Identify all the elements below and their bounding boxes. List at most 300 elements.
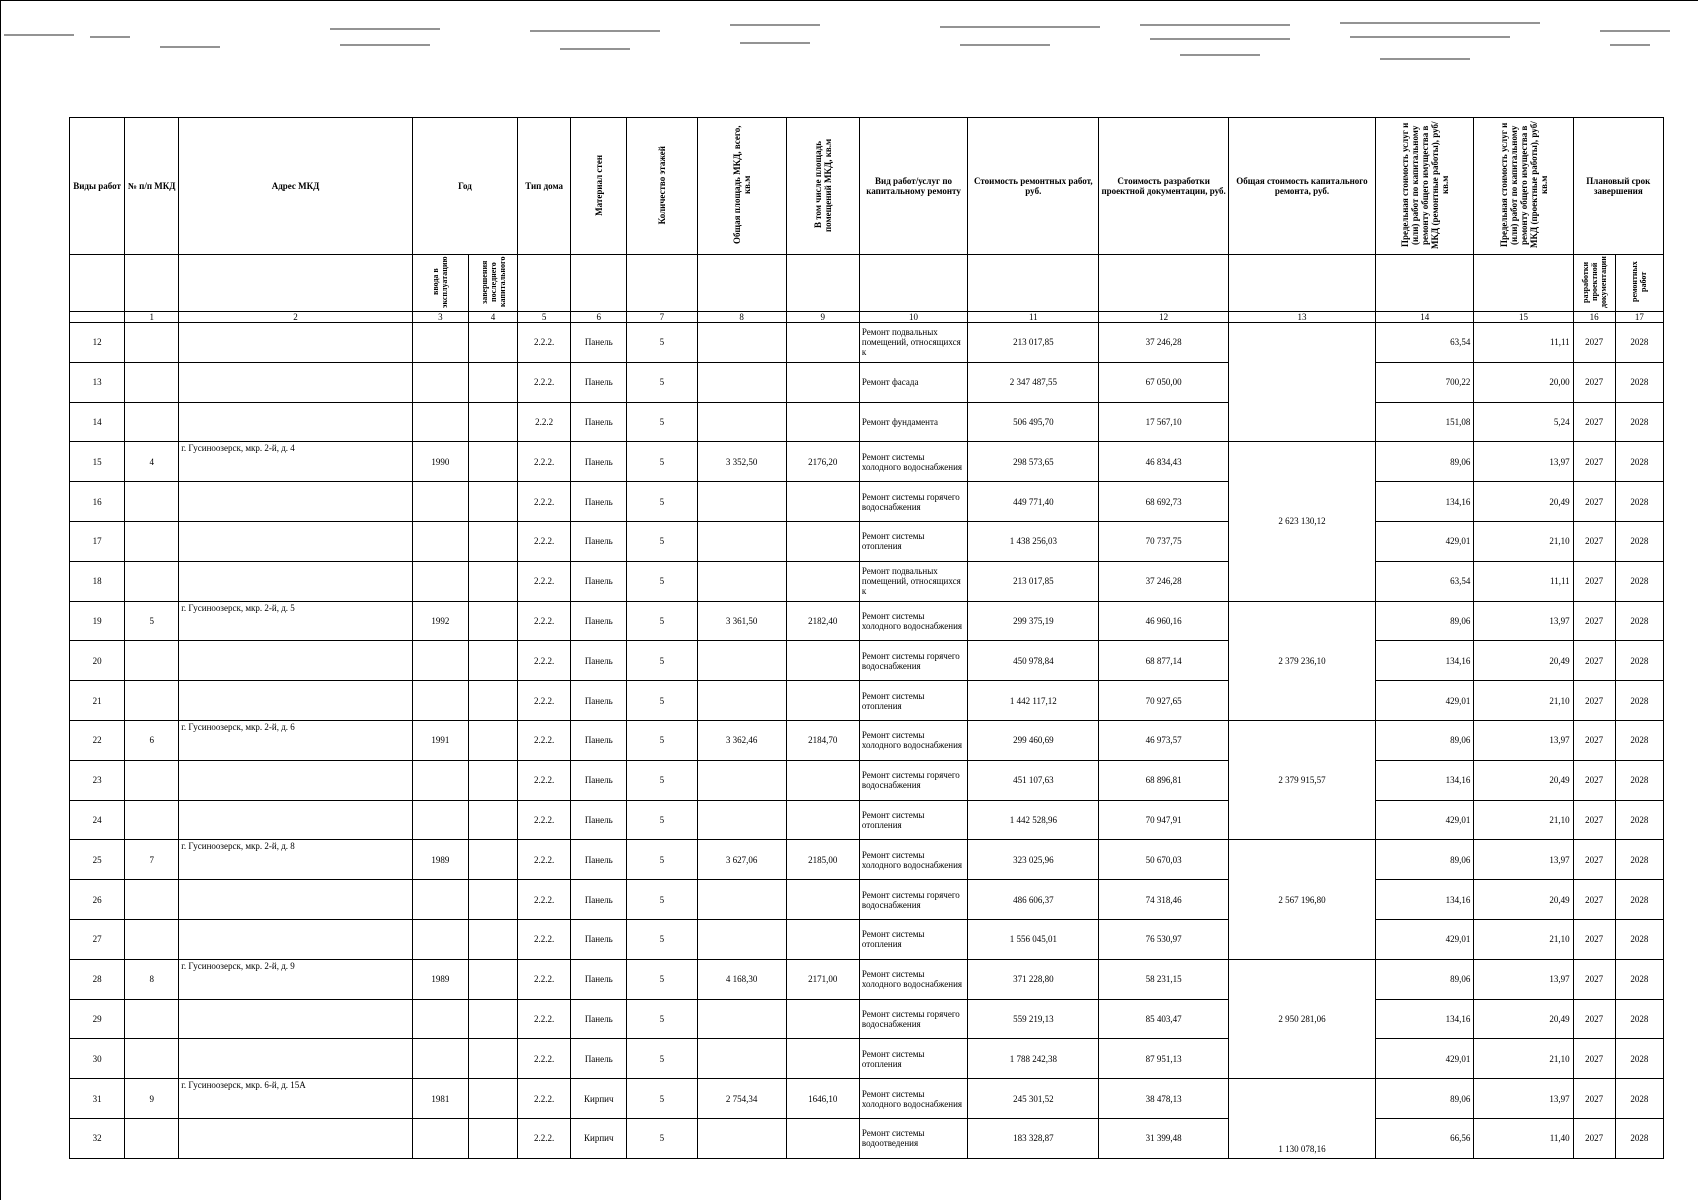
cell-repair-cost: 559 219,13 bbox=[968, 999, 1099, 1039]
cell-planned-works-year: 2028 bbox=[1615, 919, 1663, 959]
cell-floors: 5 bbox=[627, 601, 697, 641]
cell-year-last-repair bbox=[468, 402, 517, 442]
cell-address bbox=[179, 521, 413, 561]
cell-planned-design-year: 2027 bbox=[1573, 840, 1615, 880]
cell-limit-cost-works: 429,01 bbox=[1376, 681, 1474, 721]
cell-row-number: 19 bbox=[70, 601, 125, 641]
cell-work-kind: Ремонт системы холодного водоснабжения bbox=[859, 442, 967, 482]
cell-premises-area bbox=[786, 521, 859, 561]
cell-total-area: 3 627,06 bbox=[697, 840, 786, 880]
cell-planned-works-year: 2028 bbox=[1615, 323, 1663, 363]
cell-year-commissioning bbox=[412, 760, 468, 800]
cell-limit-cost-works: 134,16 bbox=[1376, 482, 1474, 522]
cell-address bbox=[179, 760, 413, 800]
cell-total-area: 3 362,46 bbox=[697, 720, 786, 760]
cell-year-last-repair bbox=[468, 1118, 517, 1158]
cell-design-cost: 85 403,47 bbox=[1099, 999, 1228, 1039]
cell-repair-cost: 213 017,85 bbox=[968, 323, 1099, 363]
cell-work-kind: Ремонт системы холодного водоснабжения bbox=[859, 720, 967, 760]
cell-row-number: 28 bbox=[70, 959, 125, 999]
cell-planned-design-year: 2027 bbox=[1573, 1079, 1615, 1119]
table-row bbox=[70, 681, 1664, 721]
cell-limit-cost-works: 89,06 bbox=[1376, 840, 1474, 880]
cell-limit-cost-works: 134,16 bbox=[1376, 880, 1474, 920]
cell-limit-cost-works: 89,06 bbox=[1376, 720, 1474, 760]
cell-design-cost: 70 737,75 bbox=[1099, 521, 1228, 561]
cell-mkd-number bbox=[125, 999, 179, 1039]
cell-mkd-number bbox=[125, 402, 179, 442]
cell-planned-works-year: 2028 bbox=[1615, 641, 1663, 681]
cell-floors: 5 bbox=[627, 1039, 697, 1079]
cell-year-commissioning: 1992 bbox=[412, 601, 468, 641]
header-planned-works: ремонтных работ bbox=[1615, 255, 1663, 312]
cell-repair-cost: 1 442 117,12 bbox=[968, 681, 1099, 721]
cell-repair-cost: 449 771,40 bbox=[968, 482, 1099, 522]
cell-total-cost: 1 130 078,16 bbox=[1228, 1079, 1375, 1159]
cell-total-cost: 2 379 915,57 bbox=[1228, 720, 1375, 839]
cell-row-number: 27 bbox=[70, 919, 125, 959]
cell-year-commissioning bbox=[412, 482, 468, 522]
cell-house-type: 2.2.2. bbox=[518, 800, 571, 840]
cell-design-cost: 50 670,03 bbox=[1099, 840, 1228, 880]
cell-limit-cost-design: 21,10 bbox=[1474, 521, 1573, 561]
cell-limit-cost-design: 21,10 bbox=[1474, 1039, 1573, 1079]
table-row bbox=[70, 999, 1664, 1039]
cell-total-area bbox=[697, 402, 786, 442]
cell-address: г. Гусиноозерск, мкр. 2-й, д. 5 bbox=[179, 601, 413, 641]
cell-limit-cost-design: 13,97 bbox=[1474, 720, 1573, 760]
cell-year-last-repair bbox=[468, 919, 517, 959]
cell-wall-material: Панель bbox=[571, 641, 627, 681]
cell-design-cost: 70 947,91 bbox=[1099, 800, 1228, 840]
cell-wall-material: Панель bbox=[571, 720, 627, 760]
cell-year-last-repair bbox=[468, 999, 517, 1039]
cell-work-kind: Ремонт подвальных помещений, относящихся к bbox=[859, 561, 967, 601]
cell-wall-material: Панель bbox=[571, 959, 627, 999]
cell-year-commissioning: 1990 bbox=[412, 442, 468, 482]
cell-mkd-number: 4 bbox=[125, 442, 179, 482]
table-row bbox=[70, 959, 1664, 999]
cell-work-kind: Ремонт системы холодного водоснабжения bbox=[859, 1079, 967, 1119]
cell-design-cost: 67 050,00 bbox=[1099, 362, 1228, 402]
cell-design-cost: 37 246,28 bbox=[1099, 561, 1228, 601]
cell-total-area bbox=[697, 521, 786, 561]
table-row bbox=[70, 840, 1664, 880]
cell-work-kind: Ремонт фасада bbox=[859, 362, 967, 402]
cell-house-type: 2.2.2. bbox=[518, 760, 571, 800]
cell-address bbox=[179, 919, 413, 959]
cell-work-kind: Ремонт системы водоотведения bbox=[859, 1118, 967, 1158]
cell-house-type: 2.2.2. bbox=[518, 720, 571, 760]
cell-design-cost: 38 478,13 bbox=[1099, 1079, 1228, 1119]
cell-year-last-repair bbox=[468, 720, 517, 760]
cell-limit-cost-works: 63,54 bbox=[1376, 561, 1474, 601]
cell-year-commissioning: 1981 bbox=[412, 1079, 468, 1119]
table-row bbox=[70, 1079, 1664, 1119]
cell-design-cost: 76 530,97 bbox=[1099, 919, 1228, 959]
cell-mkd-number bbox=[125, 919, 179, 959]
cell-premises-area bbox=[786, 760, 859, 800]
cell-planned-design-year: 2027 bbox=[1573, 1118, 1615, 1158]
cell-premises-area bbox=[786, 681, 859, 721]
cell-premises-area bbox=[786, 323, 859, 363]
header-limit-cost-works: Предельная стоимость услуг и (или) работ по капитальному ремонту общего имущества в МКД (ремонтные работы), руб/кв.м bbox=[1376, 118, 1474, 255]
cell-planned-design-year: 2027 bbox=[1573, 1039, 1615, 1079]
table-row bbox=[70, 760, 1664, 800]
cell-planned-works-year: 2028 bbox=[1615, 760, 1663, 800]
cell-mkd-number: 6 bbox=[125, 720, 179, 760]
cell-year-commissioning: 1989 bbox=[412, 840, 468, 880]
cell-wall-material: Панель bbox=[571, 362, 627, 402]
cell-total-cost: 2 623 130,12 bbox=[1228, 442, 1375, 601]
cell-work-kind: Ремонт системы отопления bbox=[859, 1039, 967, 1079]
cell-wall-material: Панель bbox=[571, 760, 627, 800]
cell-total-area bbox=[697, 999, 786, 1039]
cell-row-number: 31 bbox=[70, 1079, 125, 1119]
cell-year-commissioning bbox=[412, 521, 468, 561]
cell-total-cost: 2 950 281,06 bbox=[1228, 959, 1375, 1078]
cell-planned-design-year: 2027 bbox=[1573, 800, 1615, 840]
cell-planned-design-year: 2027 bbox=[1573, 760, 1615, 800]
cell-row-number: 24 bbox=[70, 800, 125, 840]
cell-floors: 5 bbox=[627, 521, 697, 561]
cell-design-cost: 46 973,57 bbox=[1099, 720, 1228, 760]
cell-address bbox=[179, 1118, 413, 1158]
cell-limit-cost-works: 89,06 bbox=[1376, 959, 1474, 999]
cell-floors: 5 bbox=[627, 1079, 697, 1119]
table-row bbox=[70, 521, 1664, 561]
cell-limit-cost-works: 429,01 bbox=[1376, 919, 1474, 959]
cell-year-last-repair bbox=[468, 362, 517, 402]
cell-limit-cost-design: 21,10 bbox=[1474, 800, 1573, 840]
cell-repair-cost: 506 495,70 bbox=[968, 402, 1099, 442]
cell-total-cost: 2 379 236,10 bbox=[1228, 601, 1375, 720]
cell-floors: 5 bbox=[627, 641, 697, 681]
cell-house-type: 2.2.2. bbox=[518, 442, 571, 482]
cell-house-type: 2.2.2 bbox=[518, 402, 571, 442]
cell-premises-area bbox=[786, 919, 859, 959]
cell-floors: 5 bbox=[627, 1118, 697, 1158]
cell-year-last-repair bbox=[468, 840, 517, 880]
table-body bbox=[70, 323, 1664, 1159]
cell-row-number: 30 bbox=[70, 1039, 125, 1079]
cell-year-commissioning bbox=[412, 323, 468, 363]
cell-planned-works-year: 2028 bbox=[1615, 1079, 1663, 1119]
header-address: Адрес МКД bbox=[179, 118, 413, 255]
table-row bbox=[70, 362, 1664, 402]
table-row bbox=[70, 402, 1664, 442]
cell-house-type: 2.2.2. bbox=[518, 521, 571, 561]
cell-address bbox=[179, 323, 413, 363]
cell-year-last-repair bbox=[468, 681, 517, 721]
cell-year-commissioning bbox=[412, 1039, 468, 1079]
table-row bbox=[70, 800, 1664, 840]
cell-premises-area: 1646,10 bbox=[786, 1079, 859, 1119]
cell-limit-cost-works: 151,08 bbox=[1376, 402, 1474, 442]
cell-limit-cost-design: 13,97 bbox=[1474, 442, 1573, 482]
cell-planned-works-year: 2028 bbox=[1615, 1039, 1663, 1079]
table-row bbox=[70, 601, 1664, 641]
cell-limit-cost-works: 63,54 bbox=[1376, 323, 1474, 363]
cell-limit-cost-works: 89,06 bbox=[1376, 442, 1474, 482]
cell-limit-cost-design: 20,00 bbox=[1474, 362, 1573, 402]
header-planned-term: Плановый срок завершения bbox=[1573, 118, 1663, 255]
cell-planned-design-year: 2027 bbox=[1573, 999, 1615, 1039]
cell-floors: 5 bbox=[627, 880, 697, 920]
cell-premises-area: 2171,00 bbox=[786, 959, 859, 999]
cell-premises-area: 2182,40 bbox=[786, 601, 859, 641]
cell-work-kind: Ремонт системы горячего водоснабжения bbox=[859, 482, 967, 522]
cell-design-cost: 17 567,10 bbox=[1099, 402, 1228, 442]
cell-mkd-number bbox=[125, 323, 179, 363]
cell-work-kind: Ремонт системы холодного водоснабжения bbox=[859, 840, 967, 880]
cell-year-last-repair bbox=[468, 1039, 517, 1079]
cell-year-last-repair bbox=[468, 760, 517, 800]
cell-premises-area bbox=[786, 641, 859, 681]
cell-planned-works-year: 2028 bbox=[1615, 521, 1663, 561]
cell-mkd-number bbox=[125, 760, 179, 800]
cell-address: г. Гусиноозерск, мкр. 2-й, д. 9 bbox=[179, 959, 413, 999]
cell-mkd-number bbox=[125, 1118, 179, 1158]
cell-work-kind: Ремонт системы холодного водоснабжения bbox=[859, 601, 967, 641]
cell-work-kind: Ремонт системы отопления bbox=[859, 521, 967, 561]
cell-work-kind: Ремонт системы отопления bbox=[859, 800, 967, 840]
cell-planned-design-year: 2027 bbox=[1573, 362, 1615, 402]
cell-house-type: 2.2.2. bbox=[518, 362, 571, 402]
cell-address bbox=[179, 1039, 413, 1079]
cell-limit-cost-design: 21,10 bbox=[1474, 919, 1573, 959]
cell-mkd-number: 7 bbox=[125, 840, 179, 880]
cell-mkd-number bbox=[125, 681, 179, 721]
cell-year-commissioning bbox=[412, 402, 468, 442]
cell-work-kind: Ремонт фундамента bbox=[859, 402, 967, 442]
cell-mkd-number bbox=[125, 641, 179, 681]
cell-limit-cost-works: 429,01 bbox=[1376, 800, 1474, 840]
cell-row-number: 12 bbox=[70, 323, 125, 363]
header-premises-area: В том числе площадь помещений МКД, кв.м bbox=[786, 118, 859, 255]
cell-premises-area bbox=[786, 880, 859, 920]
cell-planned-design-year: 2027 bbox=[1573, 919, 1615, 959]
cell-wall-material: Панель bbox=[571, 561, 627, 601]
cell-total-area bbox=[697, 641, 786, 681]
cell-planned-design-year: 2027 bbox=[1573, 323, 1615, 363]
cell-design-cost: 68 877,14 bbox=[1099, 641, 1228, 681]
header-total-area: Общая площадь МКД, всего, кв.м bbox=[697, 118, 786, 255]
cell-house-type: 2.2.2. bbox=[518, 561, 571, 601]
cell-total-area bbox=[697, 800, 786, 840]
cell-house-type: 2.2.2. bbox=[518, 482, 571, 522]
cell-year-commissioning bbox=[412, 641, 468, 681]
table-row bbox=[70, 880, 1664, 920]
cell-address bbox=[179, 681, 413, 721]
cell-planned-works-year: 2028 bbox=[1615, 959, 1663, 999]
cell-house-type: 2.2.2. bbox=[518, 1039, 571, 1079]
cell-repair-cost: 1 442 528,96 bbox=[968, 800, 1099, 840]
cell-year-commissioning bbox=[412, 561, 468, 601]
cell-total-cost bbox=[1228, 323, 1375, 442]
cell-wall-material: Панель bbox=[571, 402, 627, 442]
cell-year-last-repair bbox=[468, 482, 517, 522]
cell-year-last-repair bbox=[468, 521, 517, 561]
cell-total-cost: 2 567 196,80 bbox=[1228, 840, 1375, 959]
cell-limit-cost-works: 89,06 bbox=[1376, 1079, 1474, 1119]
header-repair-cost: Стоимость ремонтных работ, руб. bbox=[968, 118, 1099, 255]
cell-wall-material: Кирпич bbox=[571, 1079, 627, 1119]
cell-total-area bbox=[697, 482, 786, 522]
cell-limit-cost-design: 20,49 bbox=[1474, 641, 1573, 681]
cell-year-commissioning bbox=[412, 800, 468, 840]
cell-design-cost: 87 951,13 bbox=[1099, 1039, 1228, 1079]
cell-limit-cost-works: 134,16 bbox=[1376, 999, 1474, 1039]
cell-mkd-number bbox=[125, 1039, 179, 1079]
cell-address bbox=[179, 999, 413, 1039]
cell-year-last-repair bbox=[468, 601, 517, 641]
cell-year-last-repair bbox=[468, 1079, 517, 1119]
cell-row-number: 25 bbox=[70, 840, 125, 880]
cell-premises-area: 2184,70 bbox=[786, 720, 859, 760]
cell-floors: 5 bbox=[627, 561, 697, 601]
cell-planned-design-year: 2027 bbox=[1573, 561, 1615, 601]
cell-floors: 5 bbox=[627, 402, 697, 442]
cell-mkd-number bbox=[125, 800, 179, 840]
cell-house-type: 2.2.2. bbox=[518, 919, 571, 959]
cell-mkd-number: 9 bbox=[125, 1079, 179, 1119]
table-row bbox=[70, 561, 1664, 601]
cell-address: г. Гусиноозерск, мкр. 2-й, д. 8 bbox=[179, 840, 413, 880]
cell-total-area: 4 168,30 bbox=[697, 959, 786, 999]
cell-floors: 5 bbox=[627, 681, 697, 721]
cell-premises-area bbox=[786, 561, 859, 601]
cell-year-commissioning bbox=[412, 880, 468, 920]
cell-planned-design-year: 2027 bbox=[1573, 601, 1615, 641]
cell-planned-works-year: 2028 bbox=[1615, 601, 1663, 641]
cell-limit-cost-design: 20,49 bbox=[1474, 760, 1573, 800]
header-year-commissioning: ввода в эксплуатацию bbox=[412, 255, 468, 312]
cell-premises-area: 2176,20 bbox=[786, 442, 859, 482]
cell-design-cost: 46 960,16 bbox=[1099, 601, 1228, 641]
cell-total-area bbox=[697, 919, 786, 959]
cell-limit-cost-design: 20,49 bbox=[1474, 999, 1573, 1039]
cell-limit-cost-design: 13,97 bbox=[1474, 1079, 1573, 1119]
cell-work-kind: Ремонт подвальных помещений, относящихся к bbox=[859, 323, 967, 363]
cell-limit-cost-design: 13,97 bbox=[1474, 959, 1573, 999]
cell-year-last-repair bbox=[468, 323, 517, 363]
cell-house-type: 2.2.2. bbox=[518, 601, 571, 641]
header-mkd-no: № п/п МКД bbox=[125, 118, 179, 255]
table-row bbox=[70, 442, 1664, 482]
header-total-cost: Общая стоимость капитального ремонта, руб. bbox=[1228, 118, 1375, 255]
header-floors: Количество этажей bbox=[627, 118, 697, 255]
cell-floors: 5 bbox=[627, 442, 697, 482]
cell-year-last-repair bbox=[468, 800, 517, 840]
cell-limit-cost-works: 429,01 bbox=[1376, 1039, 1474, 1079]
cell-row-number: 13 bbox=[70, 362, 125, 402]
cell-wall-material: Панель bbox=[571, 681, 627, 721]
header-house-type: Тип дома bbox=[518, 118, 571, 255]
cell-repair-cost: 451 107,63 bbox=[968, 760, 1099, 800]
cell-floors: 5 bbox=[627, 959, 697, 999]
cell-repair-cost: 299 375,19 bbox=[968, 601, 1099, 641]
cell-year-commissioning: 1989 bbox=[412, 959, 468, 999]
cell-planned-design-year: 2027 bbox=[1573, 482, 1615, 522]
cell-planned-design-year: 2027 bbox=[1573, 720, 1615, 760]
cell-planned-design-year: 2027 bbox=[1573, 402, 1615, 442]
cell-house-type: 2.2.2. bbox=[518, 1079, 571, 1119]
cell-address: г. Гусиноозерск, мкр. 2-й, д. 6 bbox=[179, 720, 413, 760]
table-row bbox=[70, 720, 1664, 760]
cell-row-number: 18 bbox=[70, 561, 125, 601]
cell-wall-material: Панель bbox=[571, 601, 627, 641]
cell-year-last-repair bbox=[468, 442, 517, 482]
cell-planned-design-year: 2027 bbox=[1573, 521, 1615, 561]
capital-repair-table bbox=[69, 117, 1664, 1159]
cell-mkd-number bbox=[125, 482, 179, 522]
cell-row-number: 22 bbox=[70, 720, 125, 760]
cell-wall-material: Панель bbox=[571, 880, 627, 920]
cell-premises-area bbox=[786, 362, 859, 402]
cell-floors: 5 bbox=[627, 999, 697, 1039]
cell-address: г. Гусиноозерск, мкр. 2-й, д. 4 bbox=[179, 442, 413, 482]
cell-year-last-repair bbox=[468, 641, 517, 681]
cell-row-number: 15 bbox=[70, 442, 125, 482]
cell-planned-design-year: 2027 bbox=[1573, 880, 1615, 920]
cell-limit-cost-works: 134,16 bbox=[1376, 760, 1474, 800]
cell-floors: 5 bbox=[627, 482, 697, 522]
cell-wall-material: Панель bbox=[571, 323, 627, 363]
cell-floors: 5 bbox=[627, 720, 697, 760]
cell-total-area: 2 754,34 bbox=[697, 1079, 786, 1119]
cell-work-kind: Ремонт системы горячего водоснабжения bbox=[859, 760, 967, 800]
cell-planned-design-year: 2027 bbox=[1573, 681, 1615, 721]
cell-total-area: 3 352,50 bbox=[697, 442, 786, 482]
cell-total-area bbox=[697, 323, 786, 363]
cell-year-commissioning bbox=[412, 681, 468, 721]
cell-planned-works-year: 2028 bbox=[1615, 1118, 1663, 1158]
cell-floors: 5 bbox=[627, 800, 697, 840]
cell-address bbox=[179, 362, 413, 402]
cell-house-type: 2.2.2. bbox=[518, 323, 571, 363]
table-row bbox=[70, 1118, 1664, 1158]
cell-address bbox=[179, 402, 413, 442]
cell-premises-area bbox=[786, 1118, 859, 1158]
table-row bbox=[70, 919, 1664, 959]
cell-house-type: 2.2.2. bbox=[518, 840, 571, 880]
cell-repair-cost: 486 606,37 bbox=[968, 880, 1099, 920]
cell-design-cost: 46 834,43 bbox=[1099, 442, 1228, 482]
cell-address bbox=[179, 800, 413, 840]
cell-total-area bbox=[697, 1118, 786, 1158]
cell-house-type: 2.2.2. bbox=[518, 880, 571, 920]
cell-planned-works-year: 2028 bbox=[1615, 402, 1663, 442]
cell-planned-design-year: 2027 bbox=[1573, 442, 1615, 482]
cell-year-last-repair bbox=[468, 561, 517, 601]
cell-wall-material: Панель bbox=[571, 482, 627, 522]
cell-limit-cost-design: 20,49 bbox=[1474, 880, 1573, 920]
cell-repair-cost: 183 328,87 bbox=[968, 1118, 1099, 1158]
cell-floors: 5 bbox=[627, 323, 697, 363]
cell-limit-cost-design: 20,49 bbox=[1474, 482, 1573, 522]
cell-planned-works-year: 2028 bbox=[1615, 362, 1663, 402]
cell-floors: 5 bbox=[627, 362, 697, 402]
cell-premises-area bbox=[786, 1039, 859, 1079]
cell-total-area bbox=[697, 681, 786, 721]
cell-wall-material: Панель bbox=[571, 521, 627, 561]
cell-house-type: 2.2.2. bbox=[518, 681, 571, 721]
cell-floors: 5 bbox=[627, 840, 697, 880]
scanned-header-noise bbox=[0, 14, 1698, 84]
cell-wall-material: Панель bbox=[571, 840, 627, 880]
column-index-row: 1 2 3 4 5 6 7 8 9 10 11 12 13 14 15 16 17 bbox=[70, 312, 1664, 323]
